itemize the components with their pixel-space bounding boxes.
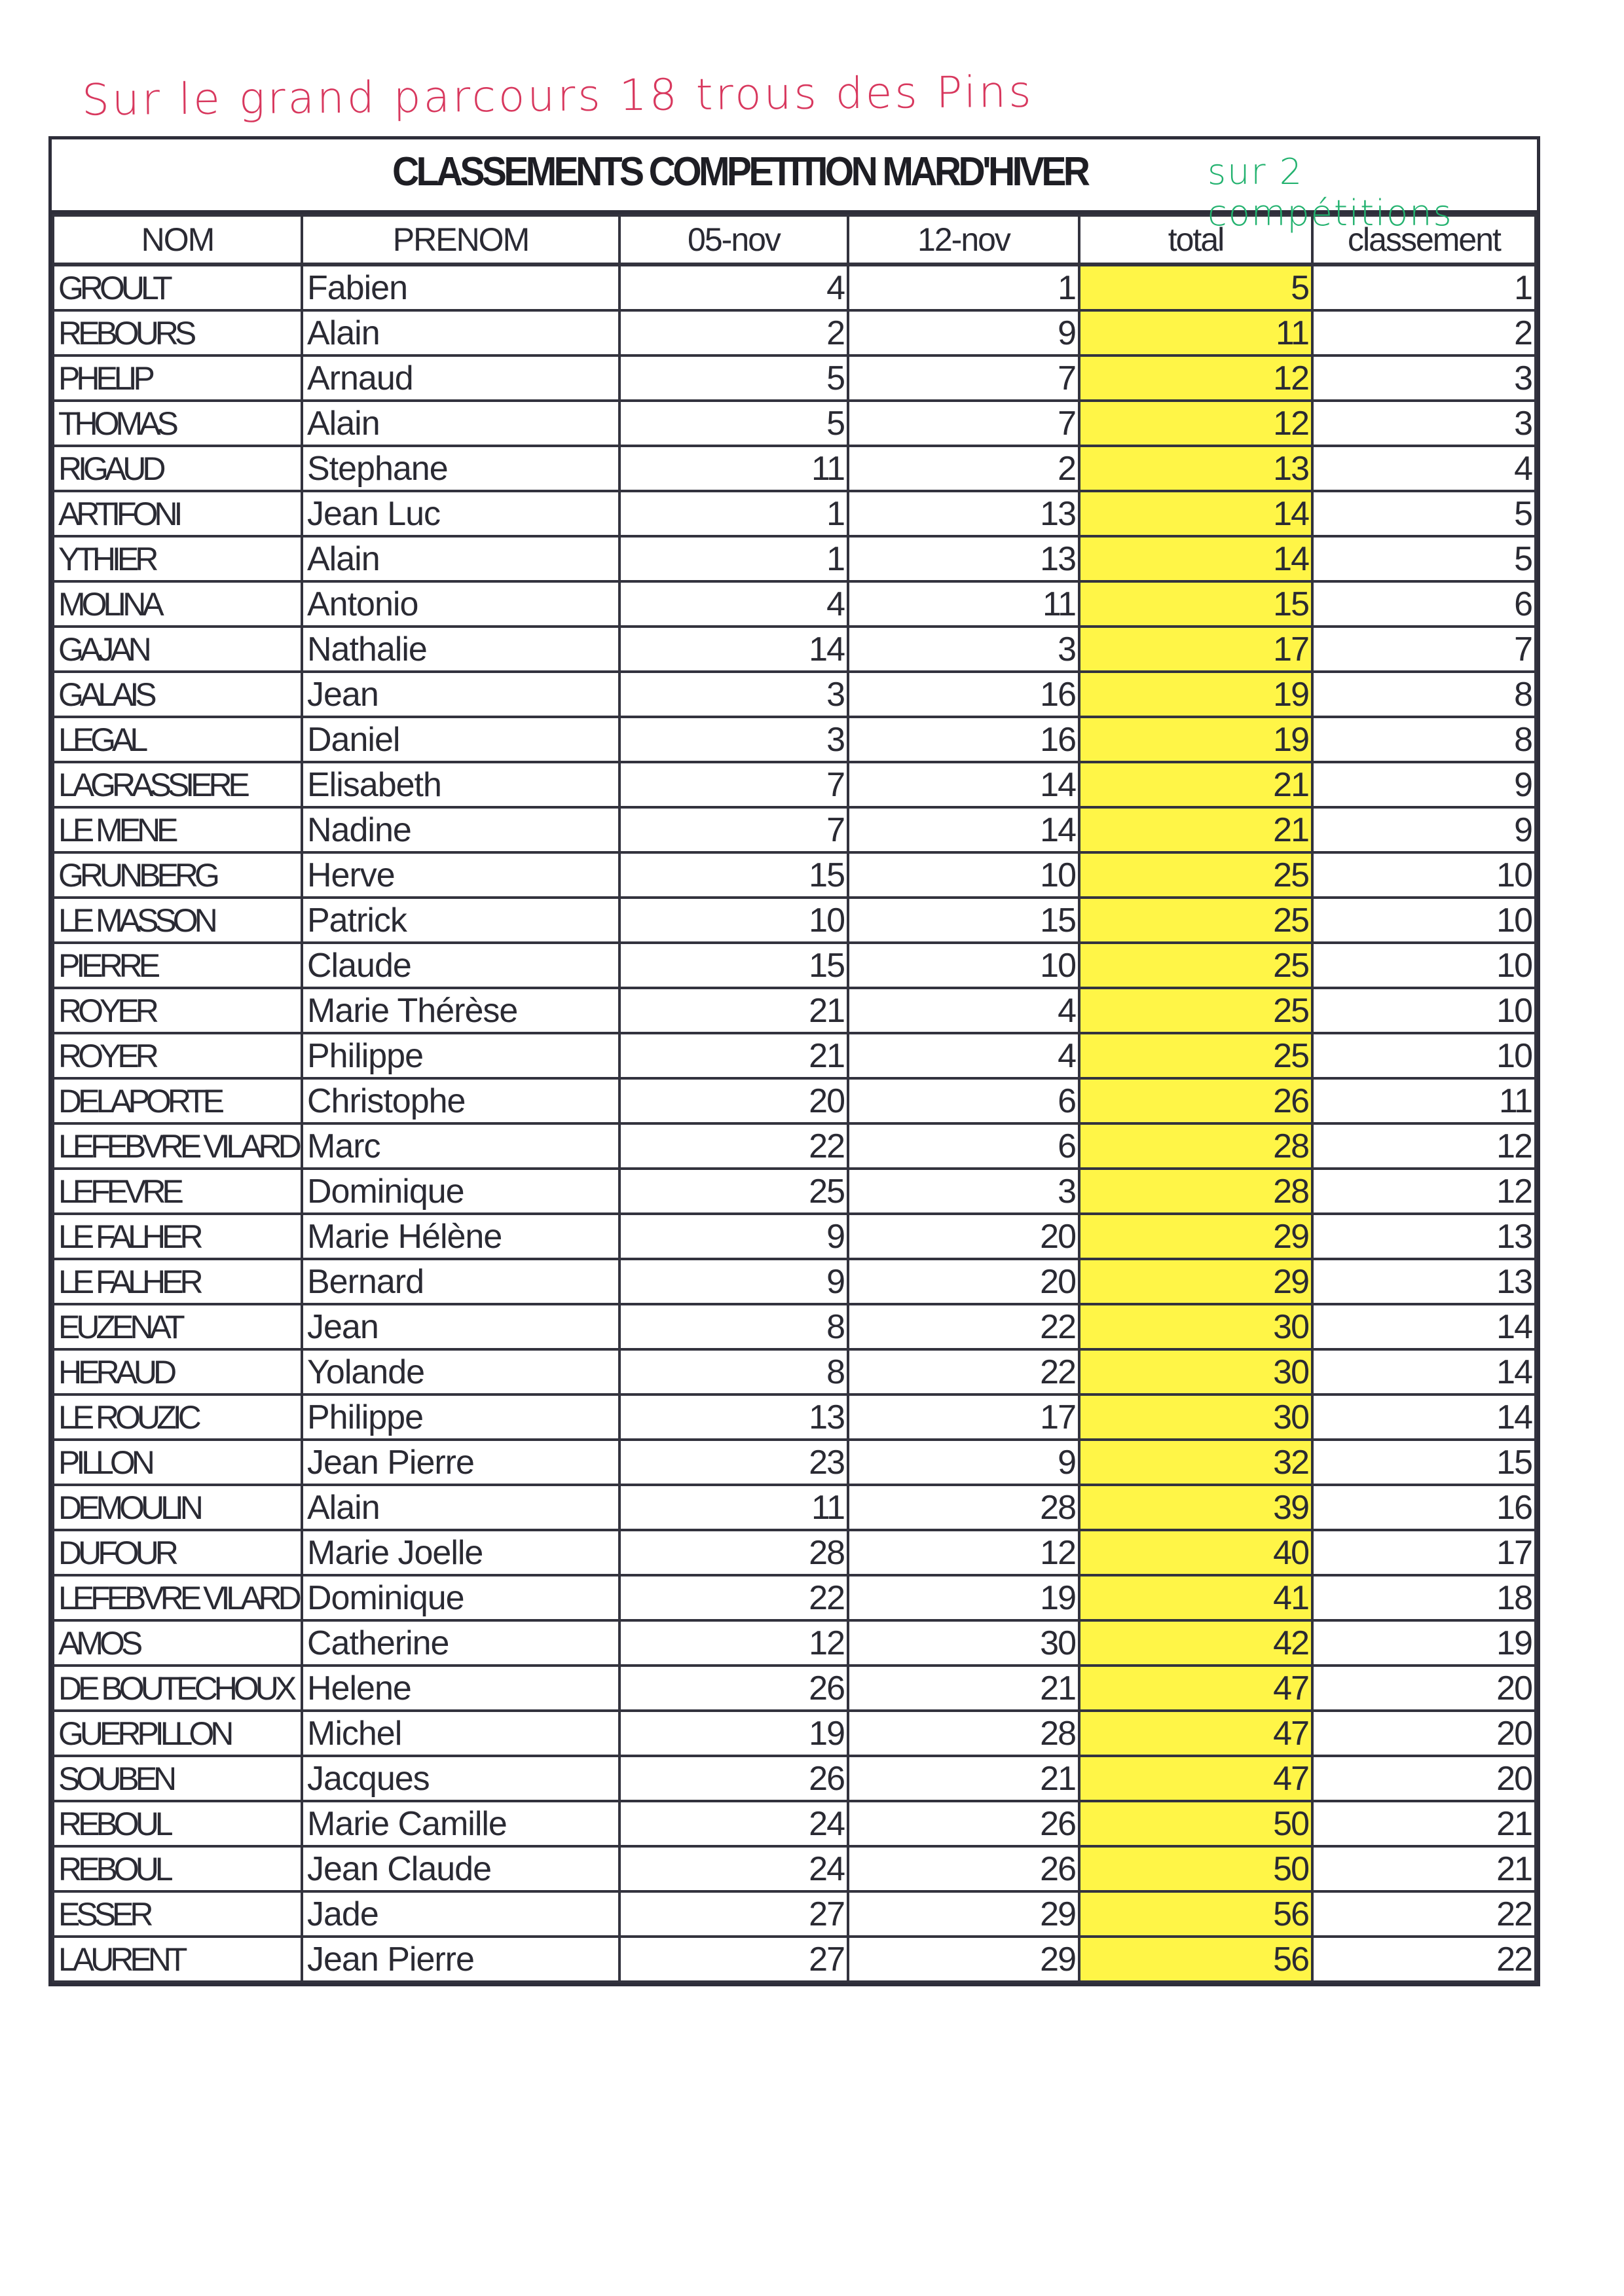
table-row <box>53 943 1536 988</box>
cell-classement: 20 <box>1312 1666 1536 1711</box>
cell-prenom: Bernard <box>302 1259 619 1304</box>
cell-nom: PHELIP <box>53 355 302 401</box>
cell-total: 5 <box>1079 264 1312 310</box>
ranking-table-sheet <box>48 136 1540 1986</box>
cell-12-nov: 1 <box>848 264 1079 310</box>
cell-classement: 14 <box>1312 1394 1536 1440</box>
cell-12-nov: 21 <box>848 1756 1079 1801</box>
cell-classement: 5 <box>1312 491 1536 536</box>
cell-12-nov: 4 <box>848 988 1079 1033</box>
cell-total: 30 <box>1079 1304 1312 1349</box>
cell-nom: ROYER <box>53 988 302 1033</box>
cell-12-nov: 29 <box>848 1937 1079 1982</box>
cell-classement: 8 <box>1312 672 1536 717</box>
cell-prenom: Jade <box>302 1891 619 1937</box>
cell-total: 50 <box>1079 1801 1312 1846</box>
cell-12-nov: 13 <box>848 536 1079 581</box>
cell-nom: LEFEVRE <box>53 1169 302 1214</box>
cell-total: 14 <box>1079 536 1312 581</box>
cell-total: 47 <box>1079 1666 1312 1711</box>
cell-05-nov: 22 <box>619 1575 848 1620</box>
table-row <box>53 446 1536 491</box>
table-row <box>53 401 1536 446</box>
cell-05-nov: 27 <box>619 1937 848 1982</box>
cell-12-nov: 30 <box>848 1620 1079 1666</box>
table-row <box>53 852 1536 898</box>
cell-prenom: Daniel <box>302 717 619 762</box>
cell-05-nov: 1 <box>619 491 848 536</box>
table-row <box>53 1530 1536 1575</box>
table-row <box>53 1259 1536 1304</box>
cell-nom: GRUNBERG <box>53 852 302 898</box>
cell-prenom: Marc <box>302 1123 619 1169</box>
cell-05-nov: 4 <box>619 581 848 627</box>
cell-nom: PILLON <box>53 1440 302 1485</box>
cell-classement: 19 <box>1312 1620 1536 1666</box>
cell-05-nov: 11 <box>619 1485 848 1530</box>
cell-prenom: Jean Claude <box>302 1846 619 1891</box>
cell-prenom: Jean Luc <box>302 491 619 536</box>
title-row <box>52 139 1537 234</box>
table-row <box>53 898 1536 943</box>
cell-nom: DUFOUR <box>53 1530 302 1575</box>
cell-total: 13 <box>1079 446 1312 491</box>
cell-prenom: Alain <box>302 536 619 581</box>
cell-total: 12 <box>1079 355 1312 401</box>
cell-nom: REBOURS <box>53 310 302 355</box>
cell-prenom: Marie Thérèse <box>302 988 619 1033</box>
cell-12-nov: 3 <box>848 1169 1079 1214</box>
table-row <box>53 1891 1536 1937</box>
cell-12-nov: 22 <box>848 1304 1079 1349</box>
cell-12-nov: 22 <box>848 1349 1079 1394</box>
table-row <box>53 1756 1536 1801</box>
cell-classement: 10 <box>1312 898 1536 943</box>
cell-total: 56 <box>1079 1937 1312 1982</box>
table-row <box>53 1485 1536 1530</box>
cell-prenom: Jacques <box>302 1756 619 1801</box>
table-row <box>53 581 1536 627</box>
cell-prenom: Jean Pierre <box>302 1440 619 1485</box>
cell-total: 42 <box>1079 1620 1312 1666</box>
cell-nom: DE BOUTECHOUX <box>53 1666 302 1711</box>
cell-05-nov: 11 <box>619 446 848 491</box>
cell-prenom: Michel <box>302 1711 619 1756</box>
cell-total: 28 <box>1079 1169 1312 1214</box>
cell-nom: LAGRASSIERE <box>53 762 302 807</box>
cell-prenom: Dominique <box>302 1575 619 1620</box>
cell-05-nov: 5 <box>619 355 848 401</box>
column-header-12-nov: 12-nov <box>848 215 1079 264</box>
table-row <box>53 355 1536 401</box>
cell-nom: LE ROUZIC <box>53 1394 302 1440</box>
table-row <box>53 672 1536 717</box>
column-header-nom: NOM <box>53 215 302 264</box>
cell-05-nov: 20 <box>619 1078 848 1123</box>
table-row <box>53 1440 1536 1485</box>
cell-05-nov: 9 <box>619 1259 848 1304</box>
cell-nom: LE MENE <box>53 807 302 852</box>
cell-classement: 11 <box>1312 1078 1536 1123</box>
cell-prenom: Philippe <box>302 1033 619 1078</box>
cell-total: 28 <box>1079 1123 1312 1169</box>
cell-05-nov: 12 <box>619 1620 848 1666</box>
cell-05-nov: 24 <box>619 1801 848 1846</box>
cell-nom: MOLINA <box>53 581 302 627</box>
cell-total: 25 <box>1079 988 1312 1033</box>
cell-05-nov: 23 <box>619 1440 848 1485</box>
page-title: CLASSEMENTS COMPETITION MARD'HIVER <box>392 149 1088 194</box>
cell-12-nov: 26 <box>848 1846 1079 1891</box>
cell-12-nov: 26 <box>848 1801 1079 1846</box>
cell-total: 56 <box>1079 1891 1312 1937</box>
table-row <box>53 310 1536 355</box>
cell-prenom: Antonio <box>302 581 619 627</box>
cell-total: 29 <box>1079 1214 1312 1259</box>
cell-classement: 12 <box>1312 1123 1536 1169</box>
cell-nom: DELAPORTE <box>53 1078 302 1123</box>
cell-05-nov: 14 <box>619 627 848 672</box>
cell-12-nov: 9 <box>848 1440 1079 1485</box>
cell-05-nov: 7 <box>619 807 848 852</box>
cell-05-nov: 8 <box>619 1349 848 1394</box>
cell-prenom: Yolande <box>302 1349 619 1394</box>
cell-12-nov: 21 <box>848 1666 1079 1711</box>
table-row <box>53 1078 1536 1123</box>
cell-nom: AMOS <box>53 1620 302 1666</box>
cell-nom: LEGAL <box>53 717 302 762</box>
cell-05-nov: 13 <box>619 1394 848 1440</box>
cell-nom: LE FALHER <box>53 1214 302 1259</box>
table-row <box>53 717 1536 762</box>
cell-12-nov: 3 <box>848 627 1079 672</box>
table-row <box>53 1349 1536 1394</box>
table-row <box>53 1711 1536 1756</box>
table-row <box>53 1123 1536 1169</box>
cell-nom: DEMOULIN <box>53 1485 302 1530</box>
cell-classement: 2 <box>1312 310 1536 355</box>
cell-total: 17 <box>1079 627 1312 672</box>
cell-classement: 6 <box>1312 581 1536 627</box>
cell-classement: 21 <box>1312 1846 1536 1891</box>
cell-classement: 10 <box>1312 988 1536 1033</box>
cell-nom: ESSER <box>53 1891 302 1937</box>
cell-05-nov: 27 <box>619 1891 848 1937</box>
cell-05-nov: 26 <box>619 1756 848 1801</box>
cell-prenom: Jean <box>302 1304 619 1349</box>
cell-total: 30 <box>1079 1394 1312 1440</box>
cell-05-nov: 4 <box>619 264 848 310</box>
table-body <box>53 264 1536 1982</box>
column-header-05-nov: 05-nov <box>619 215 848 264</box>
cell-05-nov: 24 <box>619 1846 848 1891</box>
cell-classement: 10 <box>1312 852 1536 898</box>
cell-classement: 1 <box>1312 264 1536 310</box>
cell-total: 25 <box>1079 898 1312 943</box>
cell-total: 30 <box>1079 1349 1312 1394</box>
cell-prenom: Arnaud <box>302 355 619 401</box>
cell-classement: 10 <box>1312 943 1536 988</box>
cell-05-nov: 19 <box>619 1711 848 1756</box>
cell-classement: 3 <box>1312 355 1536 401</box>
cell-12-nov: 16 <box>848 672 1079 717</box>
cell-05-nov: 2 <box>619 310 848 355</box>
cell-12-nov: 10 <box>848 943 1079 988</box>
cell-nom: LE MASSON <box>53 898 302 943</box>
cell-classement: 7 <box>1312 627 1536 672</box>
cell-prenom: Nathalie <box>302 627 619 672</box>
cell-classement: 3 <box>1312 401 1536 446</box>
cell-nom: GAJAN <box>53 627 302 672</box>
cell-05-nov: 3 <box>619 717 848 762</box>
cell-nom: HERAUD <box>53 1349 302 1394</box>
cell-05-nov: 26 <box>619 1666 848 1711</box>
table-row <box>53 491 1536 536</box>
cell-nom: RIGAUD <box>53 446 302 491</box>
cell-nom: GUERPILLON <box>53 1711 302 1756</box>
cell-classement: 9 <box>1312 807 1536 852</box>
cell-total: 21 <box>1079 807 1312 852</box>
column-header-classement: classement <box>1312 215 1536 264</box>
cell-nom: YTHIER <box>53 536 302 581</box>
cell-nom: REBOUL <box>53 1801 302 1846</box>
handwritten-competitions-note: sur 2 compétitions <box>1208 151 1453 234</box>
cell-prenom: Alain <box>302 310 619 355</box>
cell-prenom: Alain <box>302 401 619 446</box>
cell-12-nov: 13 <box>848 491 1079 536</box>
cell-classement: 18 <box>1312 1575 1536 1620</box>
cell-classement: 13 <box>1312 1214 1536 1259</box>
table-row <box>53 807 1536 852</box>
cell-nom: EUZENAT <box>53 1304 302 1349</box>
cell-05-nov: 8 <box>619 1304 848 1349</box>
cell-nom: GROULT <box>53 264 302 310</box>
cell-prenom: Dominique <box>302 1169 619 1214</box>
cell-nom: PIERRE <box>53 943 302 988</box>
cell-total: 29 <box>1079 1259 1312 1304</box>
cell-12-nov: 6 <box>848 1078 1079 1123</box>
cell-05-nov: 10 <box>619 898 848 943</box>
cell-total: 39 <box>1079 1485 1312 1530</box>
cell-total: 50 <box>1079 1846 1312 1891</box>
cell-05-nov: 7 <box>619 762 848 807</box>
cell-12-nov: 7 <box>848 401 1079 446</box>
cell-classement: 16 <box>1312 1485 1536 1530</box>
cell-total: 15 <box>1079 581 1312 627</box>
cell-total: 11 <box>1079 310 1312 355</box>
cell-classement: 22 <box>1312 1891 1536 1937</box>
cell-total: 40 <box>1079 1530 1312 1575</box>
cell-classement: 5 <box>1312 536 1536 581</box>
table-row <box>53 988 1536 1033</box>
cell-prenom: Catherine <box>302 1620 619 1666</box>
cell-total: 47 <box>1079 1756 1312 1801</box>
cell-12-nov: 4 <box>848 1033 1079 1078</box>
cell-05-nov: 25 <box>619 1169 848 1214</box>
handwritten-course-note: Sur le grand parcours 18 trous des Pins <box>81 66 1034 126</box>
table-row <box>53 1575 1536 1620</box>
cell-12-nov: 9 <box>848 310 1079 355</box>
cell-prenom: Claude <box>302 943 619 988</box>
cell-prenom: Jean <box>302 672 619 717</box>
cell-classement: 4 <box>1312 446 1536 491</box>
cell-prenom: Alain <box>302 1485 619 1530</box>
column-header-prenom: PRENOM <box>302 215 619 264</box>
cell-05-nov: 3 <box>619 672 848 717</box>
cell-total: 41 <box>1079 1575 1312 1620</box>
table-row <box>53 1169 1536 1214</box>
cell-prenom: Nadine <box>302 807 619 852</box>
table-row <box>53 627 1536 672</box>
cell-total: 26 <box>1079 1078 1312 1123</box>
cell-05-nov: 9 <box>619 1214 848 1259</box>
cell-classement: 9 <box>1312 762 1536 807</box>
table-row <box>53 1304 1536 1349</box>
cell-classement: 14 <box>1312 1304 1536 1349</box>
table-row <box>53 762 1536 807</box>
cell-classement: 20 <box>1312 1756 1536 1801</box>
table-row <box>53 1937 1536 1982</box>
cell-total: 25 <box>1079 1033 1312 1078</box>
cell-nom: SOUBEN <box>53 1756 302 1801</box>
cell-12-nov: 20 <box>848 1259 1079 1304</box>
cell-total: 14 <box>1079 491 1312 536</box>
cell-classement: 8 <box>1312 717 1536 762</box>
cell-12-nov: 14 <box>848 762 1079 807</box>
cell-total: 19 <box>1079 717 1312 762</box>
cell-prenom: Elisabeth <box>302 762 619 807</box>
cell-12-nov: 7 <box>848 355 1079 401</box>
cell-classement: 15 <box>1312 1440 1536 1485</box>
cell-classement: 12 <box>1312 1169 1536 1214</box>
cell-nom: ROYER <box>53 1033 302 1078</box>
cell-classement: 14 <box>1312 1349 1536 1394</box>
cell-nom: ARTIFONI <box>53 491 302 536</box>
cell-nom: LEFEBVRE VILARD <box>53 1575 302 1620</box>
cell-prenom: Stephane <box>302 446 619 491</box>
cell-05-nov: 15 <box>619 852 848 898</box>
cell-nom: LE FALHER <box>53 1259 302 1304</box>
cell-total: 32 <box>1079 1440 1312 1485</box>
cell-total: 19 <box>1079 672 1312 717</box>
cell-12-nov: 29 <box>848 1891 1079 1937</box>
cell-12-nov: 6 <box>848 1123 1079 1169</box>
cell-prenom: Christophe <box>302 1078 619 1123</box>
cell-12-nov: 2 <box>848 446 1079 491</box>
cell-prenom: Patrick <box>302 898 619 943</box>
table-row <box>53 264 1536 310</box>
cell-prenom: Helene <box>302 1666 619 1711</box>
cell-05-nov: 21 <box>619 1033 848 1078</box>
cell-12-nov: 19 <box>848 1575 1079 1620</box>
cell-05-nov: 1 <box>619 536 848 581</box>
cell-prenom: Fabien <box>302 264 619 310</box>
cell-total: 47 <box>1079 1711 1312 1756</box>
cell-12-nov: 17 <box>848 1394 1079 1440</box>
table-row <box>53 1033 1536 1078</box>
cell-total: 12 <box>1079 401 1312 446</box>
table-row <box>53 1666 1536 1711</box>
cell-nom: LAURENT <box>53 1937 302 1982</box>
cell-12-nov: 28 <box>848 1711 1079 1756</box>
cell-classement: 22 <box>1312 1937 1536 1982</box>
cell-12-nov: 15 <box>848 898 1079 943</box>
column-header-total: total <box>1079 215 1312 264</box>
cell-prenom: Herve <box>302 852 619 898</box>
cell-classement: 17 <box>1312 1530 1536 1575</box>
cell-prenom: Philippe <box>302 1394 619 1440</box>
cell-nom: GALAIS <box>53 672 302 717</box>
cell-classement: 10 <box>1312 1033 1536 1078</box>
cell-classement: 13 <box>1312 1259 1536 1304</box>
cell-12-nov: 11 <box>848 581 1079 627</box>
cell-05-nov: 5 <box>619 401 848 446</box>
cell-12-nov: 16 <box>848 717 1079 762</box>
cell-prenom: Marie Joelle <box>302 1530 619 1575</box>
table-row <box>53 1620 1536 1666</box>
cell-classement: 21 <box>1312 1801 1536 1846</box>
cell-total: 25 <box>1079 852 1312 898</box>
cell-05-nov: 22 <box>619 1123 848 1169</box>
cell-prenom: Marie Hélène <box>302 1214 619 1259</box>
table-row <box>53 1801 1536 1846</box>
cell-12-nov: 12 <box>848 1530 1079 1575</box>
cell-12-nov: 28 <box>848 1485 1079 1530</box>
cell-12-nov: 14 <box>848 807 1079 852</box>
cell-nom: REBOUL <box>53 1846 302 1891</box>
cell-05-nov: 21 <box>619 988 848 1033</box>
cell-prenom: Marie Camille <box>302 1801 619 1846</box>
cell-12-nov: 10 <box>848 852 1079 898</box>
cell-prenom: Jean Pierre <box>302 1937 619 1982</box>
table-row <box>53 1394 1536 1440</box>
table-row <box>53 1214 1536 1259</box>
cell-total: 25 <box>1079 943 1312 988</box>
cell-nom: THOMAS <box>53 401 302 446</box>
cell-total: 21 <box>1079 762 1312 807</box>
table-row <box>53 536 1536 581</box>
cell-12-nov: 20 <box>848 1214 1079 1259</box>
cell-nom: LEFEBVRE VILARD <box>53 1123 302 1169</box>
ranking-table <box>52 214 1537 1983</box>
cell-classement: 20 <box>1312 1711 1536 1756</box>
table-row <box>53 1846 1536 1891</box>
cell-05-nov: 15 <box>619 943 848 988</box>
cell-05-nov: 28 <box>619 1530 848 1575</box>
